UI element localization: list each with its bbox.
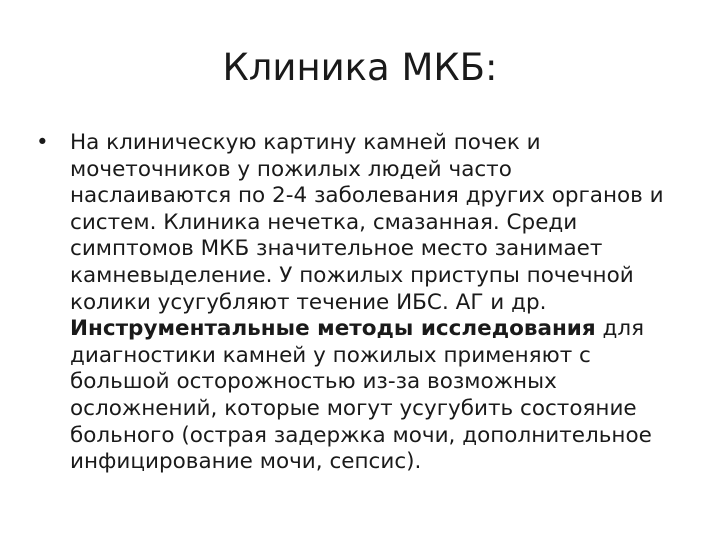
paragraph-text-before: На клиническую картину камней почек и мочеточников у пожилых людей часто наслаиваются по 2-4 заболевания других органов и систем. Клиника нечетка, смазанная. Среди симптомов МКБ значительное место занимает камневыделение. У пожилых приступы почечной колики усугубляют течение ИБС. АГ и др.	[70, 130, 664, 315]
bullet-dot-icon: •	[36, 130, 49, 155]
paragraph-text-after: для диагностики камней у пожилых применяют с большой осторожностью из-за возможных осложнений, которые могут усугубить состояние больного (острая задержка мочи, дополнительное инфицирование мочи, сепсис).	[70, 316, 652, 475]
slide-body	[36, 130, 678, 476]
bullet-item	[36, 130, 678, 476]
slide-title: Клиника МКБ:	[222, 46, 498, 89]
paragraph-bold-text: Инструментальные методы исследования	[70, 316, 596, 342]
